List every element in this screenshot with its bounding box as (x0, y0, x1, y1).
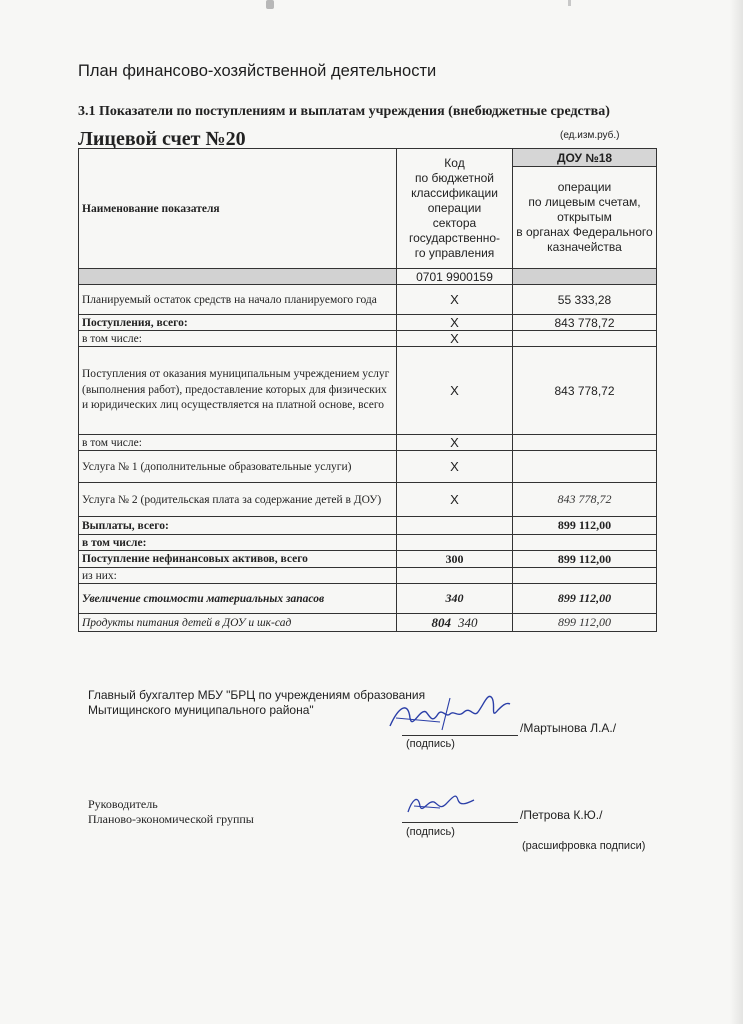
signature-image (380, 688, 525, 740)
account-title: Лицевой счет №20 (78, 128, 246, 150)
row-code: X (397, 331, 513, 347)
row-name: в том числе: (79, 331, 397, 347)
row-name: в том числе: (79, 435, 397, 451)
header-budget-code: Код по бюджетной классификации операции сектора государственно- го управления (397, 149, 513, 269)
budget-code: 0701 9900159 (397, 269, 513, 285)
row-name: Поступление нефинансовых активов, всего (79, 551, 397, 568)
row-code (397, 614, 513, 632)
units-note: (ед.изм.руб.) (560, 130, 620, 141)
table-row (79, 568, 657, 584)
section-title: 3.1 Показатели по поступлениям и выплатам учреждения (внебюджетные средства) (78, 104, 610, 119)
row-code: X (397, 483, 513, 517)
table-row (79, 331, 657, 347)
row-name: Выплаты, всего: (79, 517, 397, 535)
row-name: из них: (79, 568, 397, 584)
table-row (79, 315, 657, 331)
table-row (79, 614, 657, 632)
head-title (88, 797, 254, 827)
row-code-part: 340 (458, 614, 478, 630)
row-code: X (397, 435, 513, 451)
row-value (513, 331, 657, 347)
document-title: План финансово-хозяйственной деятельности (78, 62, 437, 80)
row-code (397, 535, 513, 551)
row-name: Поступления от оказания муниципальным учреждением услуг (выполнения работ), предоставление которых для физических и юридических лиц осуществляется на платной основе, всего (79, 347, 397, 435)
row-name: Увеличение стоимости материальных запасов (79, 584, 397, 614)
row-value: 843 778,72 (513, 315, 657, 331)
scan-mark (568, 0, 571, 6)
finance-table (78, 148, 657, 632)
table-row (79, 584, 657, 614)
row-name: Услуга № 1 (дополнительные образовательные услуги) (79, 451, 397, 483)
row-code: X (397, 285, 513, 315)
row-name: Продукты питания детей в ДОУ и шк-сад (79, 614, 397, 632)
head-name: /Петрова К.Ю./ (520, 808, 603, 822)
table-row (79, 517, 657, 535)
row-value: 843 778,72 (513, 347, 657, 435)
header-operations: операции по лицевым счетам, открытым в органах Федерального казначейства (513, 167, 657, 269)
row-code (397, 568, 513, 584)
gray-cell (513, 269, 657, 285)
header-indicator-name: Наименование показателя (79, 149, 397, 269)
head-line1: Руководитель (88, 797, 158, 811)
table-row (79, 347, 657, 435)
row-name: Поступления, всего: (79, 315, 397, 331)
row-code: 340 (397, 584, 513, 614)
signature-label: (подпись) (406, 738, 455, 750)
row-value (513, 568, 657, 584)
row-name: в том числе: (79, 535, 397, 551)
scan-mark (266, 0, 274, 9)
row-code-part: 804 (431, 614, 451, 630)
head-line2: Планово-экономической группы (88, 812, 254, 826)
signature-line (402, 735, 518, 736)
table-row (79, 451, 657, 483)
row-code: X (397, 315, 513, 331)
accountant-line1: Главный бухгалтер МБУ "БРЦ по учреждениям образования (88, 688, 426, 702)
row-name: Услуга № 2 (родительская плата за содержание детей в ДОУ) (79, 483, 397, 517)
accountant-name: /Мартынова Л.А./ (520, 721, 617, 735)
row-value: 899 112,00 (513, 551, 657, 568)
row-value (513, 435, 657, 451)
decode-label: (расшифровка подписи) (522, 840, 646, 852)
row-code (397, 517, 513, 535)
table-row (79, 551, 657, 568)
page-edge-shadow (730, 0, 743, 1024)
header-organization: ДОУ №18 (513, 149, 657, 167)
row-value: 899 112,00 (513, 614, 657, 632)
table-row (79, 285, 657, 315)
row-name: Планируемый остаток средств на начало планируемого года (79, 285, 397, 315)
row-code: X (397, 347, 513, 435)
gray-cell (79, 269, 397, 285)
row-code: 300 (397, 551, 513, 568)
row-value (513, 451, 657, 483)
row-value: 899 112,00 (513, 584, 657, 614)
table-row (79, 483, 657, 517)
accountant-line2: Мытищинского муниципального района" (88, 703, 314, 717)
row-value: 843 778,72 (513, 483, 657, 517)
signature-image (400, 786, 480, 818)
signature-line (402, 822, 518, 823)
row-code: X (397, 451, 513, 483)
row-value: 899 112,00 (513, 517, 657, 535)
table-row (79, 535, 657, 551)
row-value: 55 333,28 (513, 285, 657, 315)
accountant-title (88, 688, 425, 718)
row-value (513, 535, 657, 551)
table-row (79, 435, 657, 451)
signature-label: (подпись) (406, 826, 455, 838)
